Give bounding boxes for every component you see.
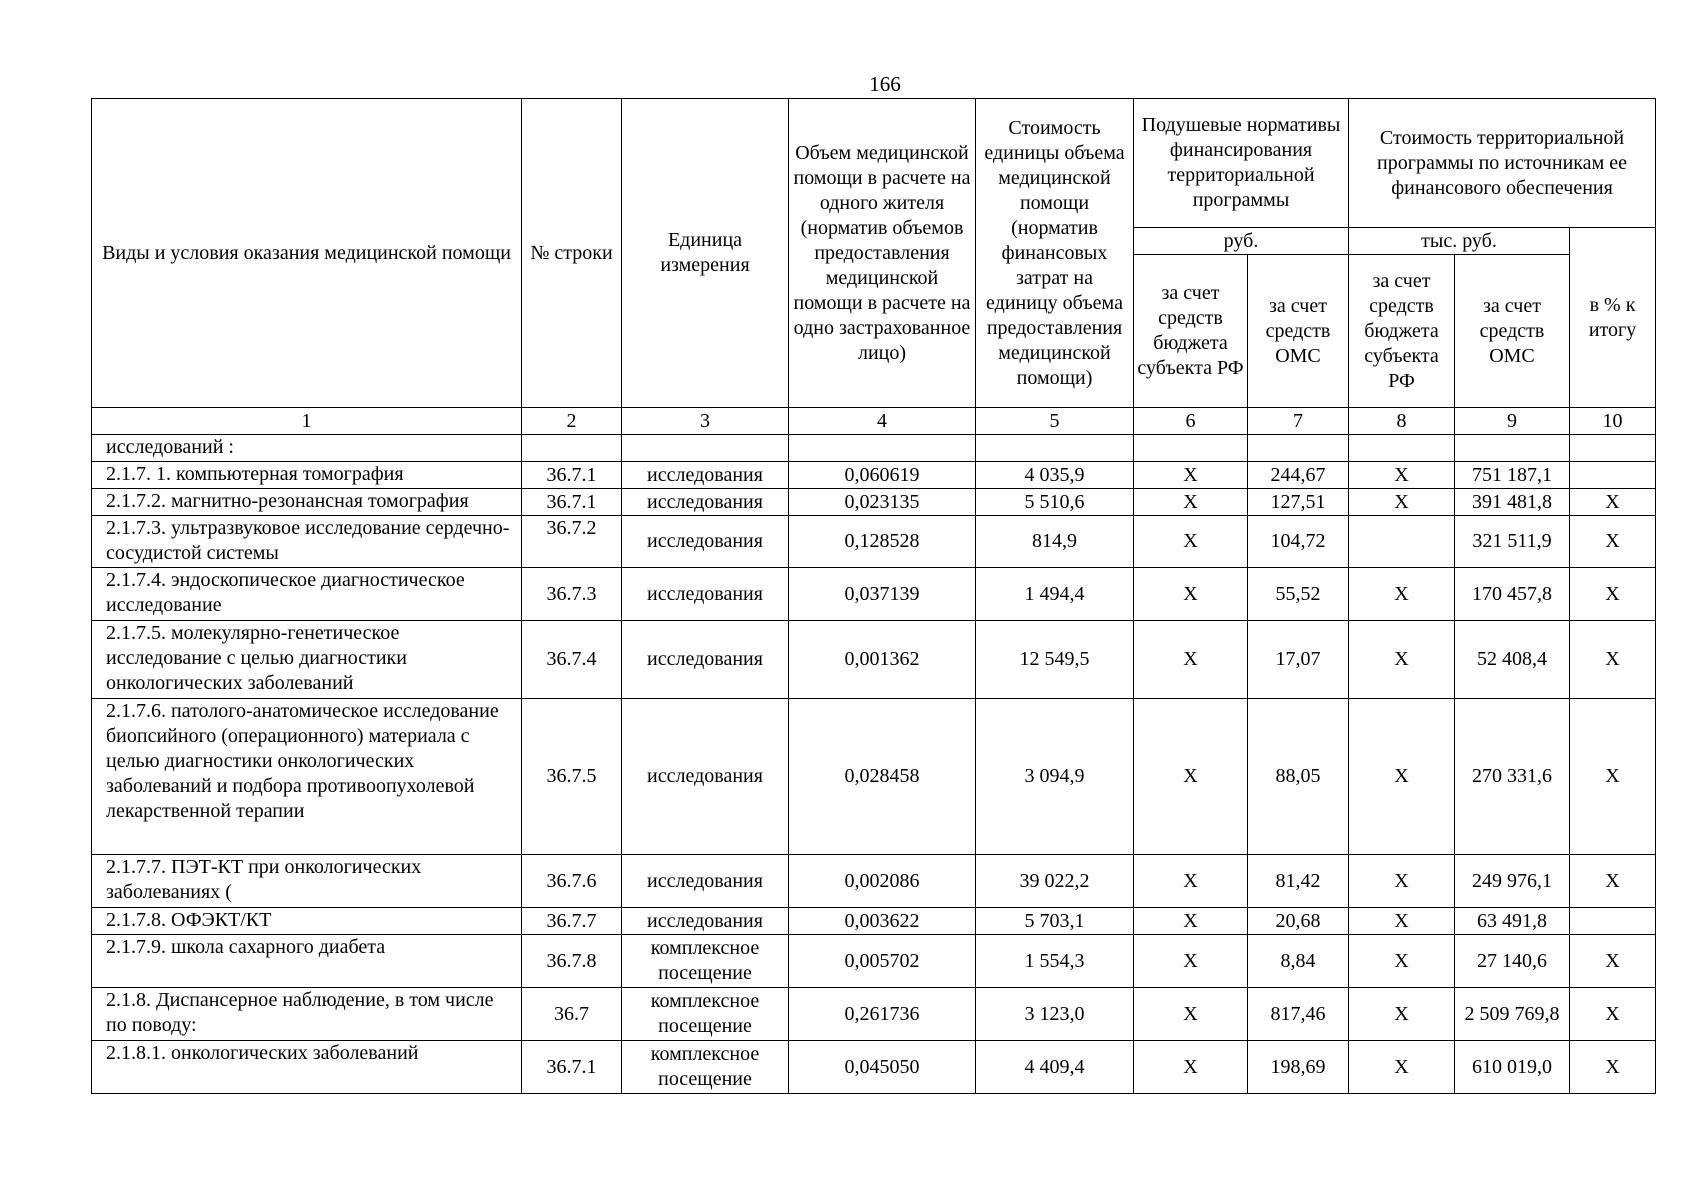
table-row xyxy=(92,568,1656,621)
header-oms-thousand: за счет средств ОМС xyxy=(1455,255,1570,408)
cell-row-code: 36.7.7 xyxy=(522,908,622,935)
cell-oms-rub: 81,42 xyxy=(1248,855,1349,908)
header-unit-cost: Стоимость единицы объема медицинской помощи (норматив финансовых затрат на единицу объема предоставления медицинской помощи) xyxy=(976,99,1134,408)
cell-percent: Х xyxy=(1570,1041,1656,1094)
cell-budget-thousand: Х xyxy=(1349,1041,1455,1094)
cell-row-code xyxy=(522,435,622,462)
cell-unit: комплексное посещение xyxy=(622,1041,789,1094)
cell-oms-thousand: 751 187,1 xyxy=(1455,462,1570,489)
table-row xyxy=(92,489,1656,516)
table-row xyxy=(92,462,1656,489)
cell-budget-thousand: Х xyxy=(1349,935,1455,988)
cell-service-name: 2.1.7.6. патолого-анатомическое исследование биопсийного (операционного) материала с целью диагностики онкологических заболеваний и подбора противоопухолевой лекарственной терапии xyxy=(92,699,522,855)
cell-oms-rub: 17,07 xyxy=(1248,621,1349,699)
cell-budget-thousand: Х xyxy=(1349,699,1455,855)
cell-unit: исследования xyxy=(622,908,789,935)
cell-cost: 12 549,5 xyxy=(976,621,1134,699)
cell-service-name: 2.1.8. Диспансерное наблюдение, в том числе по поводу: xyxy=(92,988,522,1041)
cell-cost: 4 409,4 xyxy=(976,1041,1134,1094)
cell-percent: Х xyxy=(1570,988,1656,1041)
table-row xyxy=(92,908,1656,935)
cell-oms-thousand: 391 481,8 xyxy=(1455,489,1570,516)
cell-cost xyxy=(976,435,1134,462)
cell-percent: Х xyxy=(1570,935,1656,988)
cell-oms-rub: 198,69 xyxy=(1248,1041,1349,1094)
cell-volume: 0,028458 xyxy=(789,699,976,855)
cell-budget-rub: Х xyxy=(1134,1041,1248,1094)
cell-row-code: 36.7 xyxy=(522,988,622,1041)
cell-oms-rub: 55,52 xyxy=(1248,568,1349,621)
column-number: 4 xyxy=(789,408,976,435)
cell-service-name: 2.1.7.3. ультразвуковое исследование сердечно-сосудистой системы xyxy=(92,516,522,568)
column-number: 2 xyxy=(522,408,622,435)
table-row xyxy=(92,935,1656,988)
cell-budget-rub: Х xyxy=(1134,568,1248,621)
cell-row-code: 36.7.1 xyxy=(522,462,622,489)
cell-volume: 0,261736 xyxy=(789,988,976,1041)
cell-percent xyxy=(1570,435,1656,462)
table-row xyxy=(92,435,1656,462)
column-number: 3 xyxy=(622,408,789,435)
cell-budget-rub: Х xyxy=(1134,462,1248,489)
cell-volume: 0,045050 xyxy=(789,1041,976,1094)
cell-budget-rub: Х xyxy=(1134,516,1248,568)
column-number: 8 xyxy=(1349,408,1455,435)
cell-unit: исследования xyxy=(622,621,789,699)
cell-service-name: 2.1.7.9. школа сахарного диабета xyxy=(92,935,522,988)
cell-cost: 1 554,3 xyxy=(976,935,1134,988)
cell-unit: комплексное посещение xyxy=(622,935,789,988)
cell-percent: Х xyxy=(1570,516,1656,568)
cell-cost: 39 022,2 xyxy=(976,855,1134,908)
cell-service-name: 2.1.7.5. молекулярно-генетическое исследование с целью диагностики онкологических заболеваний xyxy=(92,621,522,699)
cell-cost: 814,9 xyxy=(976,516,1134,568)
cell-service-name: 2.1.7.8. ОФЭКТ/КТ xyxy=(92,908,522,935)
cell-row-code: 36.7.1 xyxy=(522,489,622,516)
cell-cost: 5 703,1 xyxy=(976,908,1134,935)
cell-budget-rub: Х xyxy=(1134,935,1248,988)
cell-service-name: 2.1.8.1. онкологических заболеваний xyxy=(92,1041,522,1094)
cell-service-name: 2.1.7.2. магнитно-резонансная томография xyxy=(92,489,522,516)
header-unit-rub: руб. xyxy=(1134,228,1349,255)
cell-unit: исследования xyxy=(622,489,789,516)
column-number: 9 xyxy=(1455,408,1570,435)
cell-cost: 4 035,9 xyxy=(976,462,1134,489)
cell-budget-thousand: Х xyxy=(1349,855,1455,908)
column-number: 6 xyxy=(1134,408,1248,435)
cell-budget-rub: Х xyxy=(1134,489,1248,516)
cell-percent: Х xyxy=(1570,568,1656,621)
cell-percent xyxy=(1570,908,1656,935)
cell-budget-thousand: Х xyxy=(1349,568,1455,621)
cell-unit: исследования xyxy=(622,568,789,621)
cell-volume xyxy=(789,435,976,462)
cell-oms-rub: 104,72 xyxy=(1248,516,1349,568)
column-number: 1 xyxy=(92,408,522,435)
cell-volume: 0,001362 xyxy=(789,621,976,699)
financing-table xyxy=(91,98,1656,1094)
cell-cost: 1 494,4 xyxy=(976,568,1134,621)
cell-oms-thousand: 610 019,0 xyxy=(1455,1041,1570,1094)
cell-volume: 0,037139 xyxy=(789,568,976,621)
cell-budget-thousand: Х xyxy=(1349,621,1455,699)
cell-row-code: 36.7.2 xyxy=(522,516,622,568)
column-number: 10 xyxy=(1570,408,1656,435)
column-number: 7 xyxy=(1248,408,1349,435)
cell-unit: комплексное посещение xyxy=(622,988,789,1041)
cell-percent: Х xyxy=(1570,699,1656,855)
cell-percent: Х xyxy=(1570,621,1656,699)
cell-volume: 0,003622 xyxy=(789,908,976,935)
cell-oms-thousand: 52 408,4 xyxy=(1455,621,1570,699)
cell-oms-rub: 88,05 xyxy=(1248,699,1349,855)
cell-oms-rub xyxy=(1248,435,1349,462)
table-row xyxy=(92,1041,1656,1094)
cell-oms-rub: 244,67 xyxy=(1248,462,1349,489)
table-row xyxy=(92,855,1656,908)
cell-budget-rub: Х xyxy=(1134,908,1248,935)
cell-unit: исследования xyxy=(622,855,789,908)
cell-budget-thousand: Х xyxy=(1349,489,1455,516)
cell-service-name: 2.1.7.7. ПЭТ-КТ при онкологических заболеваниях ( xyxy=(92,855,522,908)
cell-budget-thousand xyxy=(1349,435,1455,462)
cell-row-code: 36.7.4 xyxy=(522,621,622,699)
header-services: Виды и условия оказания медицинской помощи xyxy=(92,99,522,408)
cell-budget-thousand: Х xyxy=(1349,462,1455,489)
cell-unit: исследования xyxy=(622,516,789,568)
cell-row-code: 36.7.8 xyxy=(522,935,622,988)
cell-volume: 0,005702 xyxy=(789,935,976,988)
cell-volume: 0,128528 xyxy=(789,516,976,568)
cell-percent xyxy=(1570,462,1656,489)
cell-oms-thousand: 249 976,1 xyxy=(1455,855,1570,908)
cell-oms-thousand: 27 140,6 xyxy=(1455,935,1570,988)
cell-oms-rub: 8,84 xyxy=(1248,935,1349,988)
table-row xyxy=(92,621,1656,699)
cell-budget-thousand xyxy=(1349,516,1455,568)
page-number: 166 xyxy=(869,72,901,96)
cell-oms-thousand xyxy=(1455,435,1570,462)
header-per-capita-normatives: Подушевые нормативы финансирования территориальной программы xyxy=(1134,99,1349,228)
header-budget-thousand: за счет средств бюджета субъекта РФ xyxy=(1349,255,1455,408)
cell-budget-rub: Х xyxy=(1134,855,1248,908)
cell-oms-thousand: 170 457,8 xyxy=(1455,568,1570,621)
cell-oms-thousand: 321 511,9 xyxy=(1455,516,1570,568)
cell-service-name: 2.1.7.4. эндоскопическое диагностическое исследование xyxy=(92,568,522,621)
cell-cost: 3 123,0 xyxy=(976,988,1134,1041)
cell-row-code: 36.7.1 xyxy=(522,1041,622,1094)
header-program-cost: Стоимость территориальной программы по источникам ее финансового обеспечения xyxy=(1349,99,1656,228)
cell-oms-rub: 127,51 xyxy=(1248,489,1349,516)
header-percent-total: в % к итогу xyxy=(1570,228,1656,408)
header-unit-thousand-rub: тыс. руб. xyxy=(1349,228,1570,255)
cell-budget-rub: Х xyxy=(1134,621,1248,699)
cell-cost: 3 094,9 xyxy=(976,699,1134,855)
cell-oms-thousand: 2 509 769,8 xyxy=(1455,988,1570,1041)
cell-budget-thousand: Х xyxy=(1349,908,1455,935)
column-number: 5 xyxy=(976,408,1134,435)
cell-row-code: 36.7.6 xyxy=(522,855,622,908)
header-row-number: № строки xyxy=(522,99,622,408)
cell-oms-rub: 20,68 xyxy=(1248,908,1349,935)
cell-volume: 0,023135 xyxy=(789,489,976,516)
cell-row-code: 36.7.3 xyxy=(522,568,622,621)
cell-oms-thousand: 63 491,8 xyxy=(1455,908,1570,935)
cell-oms-rub: 817,46 xyxy=(1248,988,1349,1041)
header-unit: Единица измерения xyxy=(622,99,789,408)
cell-row-code: 36.7.5 xyxy=(522,699,622,855)
cell-budget-rub: Х xyxy=(1134,699,1248,855)
cell-cost: 5 510,6 xyxy=(976,489,1134,516)
cell-unit xyxy=(622,435,789,462)
cell-budget-thousand: Х xyxy=(1349,988,1455,1041)
table-row xyxy=(92,699,1656,855)
header-budget-rub: за счет средств бюджета субъекта РФ xyxy=(1134,255,1248,408)
cell-budget-rub xyxy=(1134,435,1248,462)
cell-unit: исследования xyxy=(622,462,789,489)
cell-percent: Х xyxy=(1570,489,1656,516)
cell-volume: 0,060619 xyxy=(789,462,976,489)
header-oms-rub: за счет средств ОМС xyxy=(1248,255,1349,408)
cell-oms-thousand: 270 331,6 xyxy=(1455,699,1570,855)
table-row xyxy=(92,988,1656,1041)
cell-service-name: исследований : xyxy=(92,435,522,462)
table-row xyxy=(92,516,1656,568)
header-volume: Объем медицинской помощи в расчете на одного жителя (норматив объемов предоставления медицинской помощи в расчете на одно застрахованное лицо) xyxy=(789,99,976,408)
cell-service-name: 2.1.7. 1. компьютерная томография xyxy=(92,462,522,489)
cell-budget-rub: Х xyxy=(1134,988,1248,1041)
cell-unit: исследования xyxy=(622,699,789,855)
cell-volume: 0,002086 xyxy=(789,855,976,908)
cell-percent: Х xyxy=(1570,855,1656,908)
